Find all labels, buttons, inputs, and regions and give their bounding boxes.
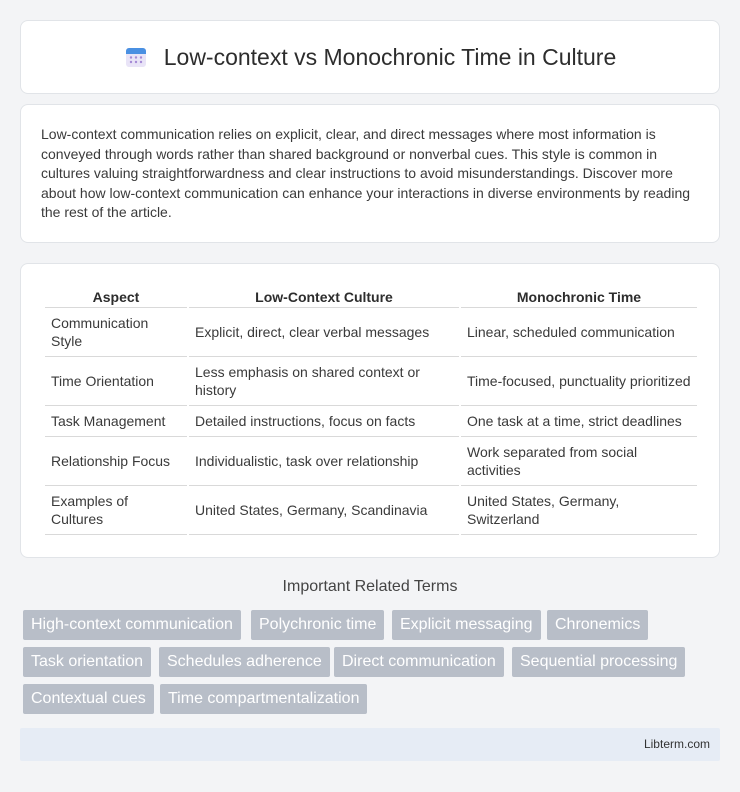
table-row — [45, 437, 697, 486]
table-header-monochronic: Monochronic Time — [461, 284, 697, 308]
table-cell: Examples of Cultures — [45, 486, 187, 535]
table-cell: Less emphasis on shared context or history — [189, 357, 459, 406]
related-tag-contextual-cues[interactable]: Contextual cues — [23, 684, 154, 714]
related-tag-high-context-communication[interactable]: High-context communication — [23, 610, 241, 640]
table-row — [45, 406, 697, 437]
intro-card — [20, 104, 720, 243]
related-tag-schedules-adherence[interactable]: Schedules adherence — [159, 647, 330, 677]
table-cell: Individualistic, task over relationship — [189, 437, 459, 486]
table-cell: One task at a time, strict deadlines — [461, 406, 697, 437]
footer — [20, 728, 720, 761]
related-tag-task-orientation[interactable]: Task orientation — [23, 647, 151, 677]
table-header-aspect: Aspect — [45, 284, 187, 308]
related-tag-explicit-messaging[interactable]: Explicit messaging — [392, 610, 541, 640]
table-cell: Time Orientation — [45, 357, 187, 406]
intro-text: Low-context communication relies on explicit, clear, and direct messages where most information is conveyed through words rather than shared background or nonverbal cues. This style is common in cultures valuing straightforwardness and clear instructions to avoid misunderstandings. Discover more about how low-context communication can enhance your interactions in diverse environments by reading the rest of the article. — [41, 126, 691, 221]
table-cell: Explicit, direct, clear verbal messages — [189, 308, 459, 357]
related-tag-polychronic-time[interactable]: Polychronic time — [251, 610, 384, 640]
comparison-table-card — [20, 263, 720, 558]
table-cell: Work separated from social activities — [461, 437, 697, 486]
table-header-low-context: Low-Context Culture — [189, 284, 459, 308]
table-cell: Detailed instructions, focus on facts — [189, 406, 459, 437]
table-cell: Time-focused, punctuality prioritized — [461, 357, 697, 406]
table-cell: United States, Germany, Switzerland — [461, 486, 697, 535]
footer-site-link[interactable]: Libterm.com — [643, 737, 710, 751]
comparison-table — [43, 284, 699, 535]
table-row — [45, 357, 697, 406]
related-tag-time-compartmentalization[interactable]: Time compartmentalization — [160, 684, 367, 714]
related-tag-direct-communication[interactable]: Direct communication — [334, 647, 504, 677]
page-title: Low-context vs Monochronic Time in Culture — [163, 43, 617, 70]
table-row — [45, 308, 697, 357]
related-tag-chronemics[interactable]: Chronemics — [547, 610, 648, 640]
table-cell: United States, Germany, Scandinavia — [189, 486, 459, 535]
table-cell: Task Management — [45, 406, 187, 437]
table-cell: Relationship Focus — [45, 437, 187, 486]
table-row — [45, 486, 697, 535]
table-cell: Communication Style — [45, 308, 187, 357]
calendar-icon — [124, 45, 148, 69]
header-card — [20, 20, 720, 94]
related-tag-sequential-processing[interactable]: Sequential processing — [512, 647, 685, 677]
table-cell: Linear, scheduled communication — [461, 308, 697, 357]
related-terms-title: Important Related Terms — [282, 578, 458, 595]
